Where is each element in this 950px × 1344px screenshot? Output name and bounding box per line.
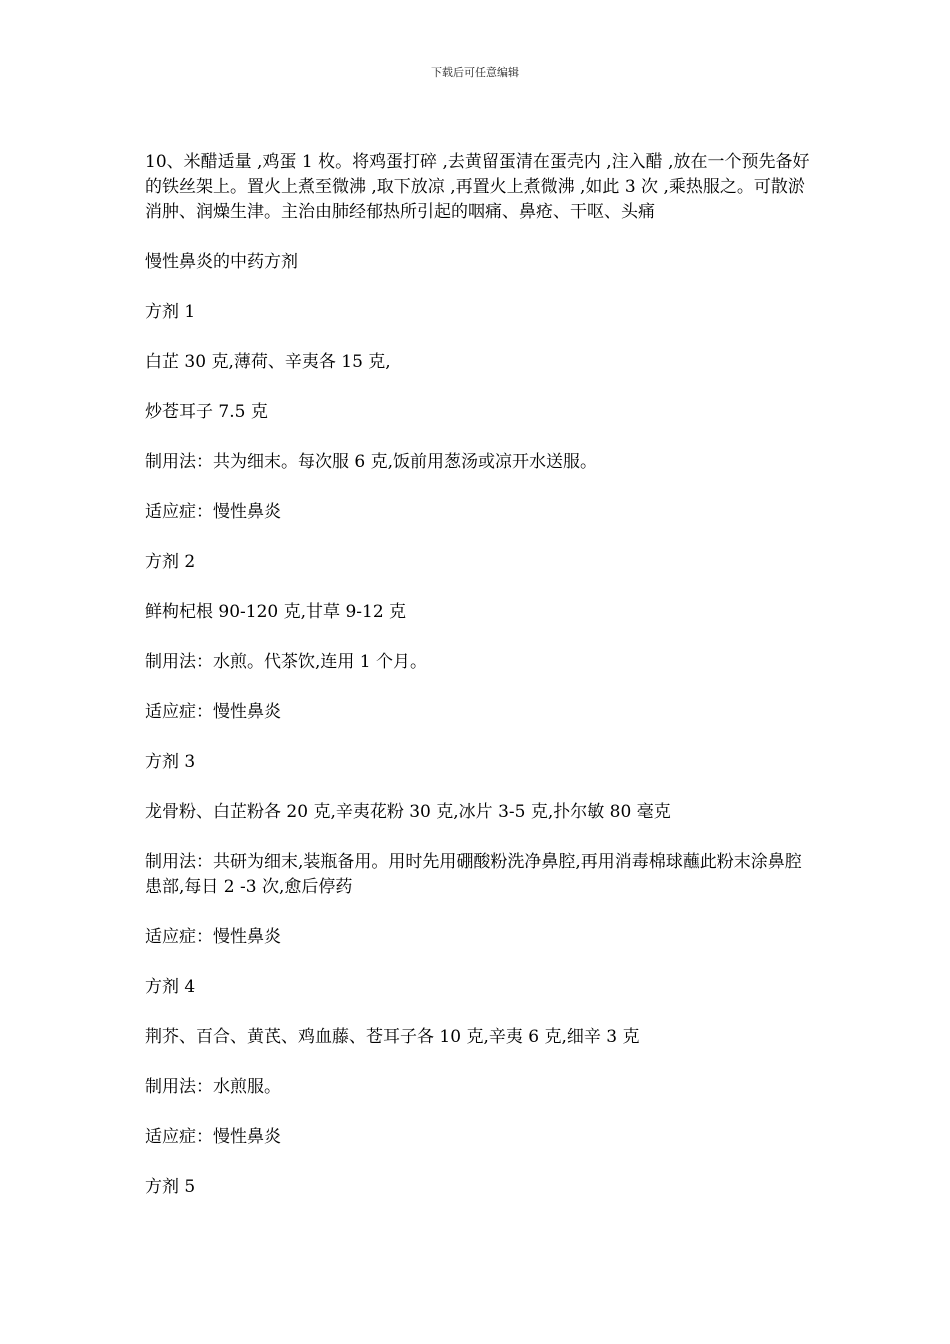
prescription-2-usage: 制用法：水煎。代茶饮,连用 1 个月。 (145, 652, 428, 672)
document-body (145, 150, 815, 1225)
prescription-3-usage: 制用法：共研为细末,装瓶备用。用时先用硼酸粉洗净鼻腔,再用消毒棉球蘸此粉末涂鼻腔患部,每日 2 -3 次,愈后停药 (145, 852, 802, 897)
section-heading: 慢性鼻炎的中药方剂 (145, 252, 298, 272)
prescription-1-title: 方剂 1 (145, 302, 196, 322)
prescription-1-ingredients-cont: 炒苍耳子 7.5 克 (145, 402, 268, 422)
prescription-3-ingredients: 龙骨粉、白芷粉各 20 克,辛夷花粉 30 克,冰片 3-5 克,扑尔敏 80 毫克 (145, 802, 671, 822)
prescription-4-indication: 适应症：慢性鼻炎 (145, 1127, 281, 1147)
prescription-3-indication: 适应症：慢性鼻炎 (145, 927, 281, 947)
page-header: 下载后可任意编辑 (431, 66, 519, 79)
prescription-3-title: 方剂 3 (145, 752, 196, 772)
prescription-1-ingredients: 白芷 30 克,薄荷、辛夷各 15 克, (145, 352, 391, 372)
prescription-2-indication: 适应症：慢性鼻炎 (145, 702, 281, 722)
paragraph-vinegar-egg-remedy: 10、米醋适量 ,鸡蛋 1 枚。将鸡蛋打碎 ,去黄留蛋清在蛋壳内 ,注入醋 ,放在一个预先备好的铁丝架上。置火上煮至微沸 ,取下放凉 ,再置火上煮微沸 ,如此 3 次 ,乘热服之。可散淤消肿、润燥生津。主治由肺经郁热所引起的咽痛、鼻疮、干呕、头痛 (145, 152, 810, 222)
prescription-1-indication: 适应症：慢性鼻炎 (145, 502, 281, 522)
prescription-4-title: 方剂 4 (145, 977, 196, 997)
prescription-4-usage: 制用法：水煎服。 (145, 1077, 281, 1097)
prescription-1-usage: 制用法：共为细末。每次服 6 克,饭前用葱汤或凉开水送服。 (145, 452, 598, 472)
prescription-2-title: 方剂 2 (145, 552, 196, 572)
prescription-4-ingredients: 荆芥、百合、黄芪、鸡血藤、苍耳子各 10 克,辛夷 6 克,细辛 3 克 (145, 1027, 640, 1047)
prescription-2-ingredients: 鲜枸杞根 90-120 克,甘草 9-12 克 (145, 602, 407, 622)
prescription-5-title: 方剂 5 (145, 1177, 196, 1197)
